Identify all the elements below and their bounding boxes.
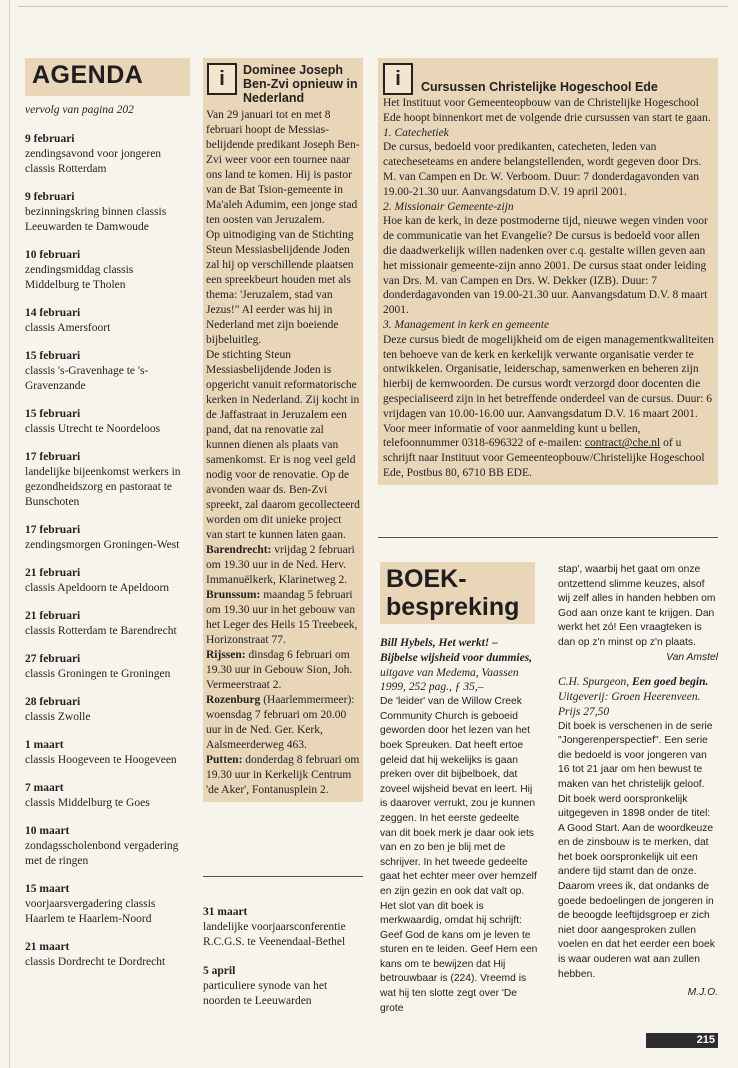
agenda-continued-note: vervolg van pagina 202 bbox=[25, 104, 134, 116]
event-description: classis Amersfoort bbox=[25, 322, 111, 334]
book1-title: Het werkt! – Bijbelse wijsheid voor dummies, bbox=[380, 637, 533, 664]
cursus-header bbox=[378, 58, 718, 95]
cursus-section-text: Deze cursus biedt de mogelijkheid om de eigen managementkwaliteiten ten behoeve van de kerk en kerkelijk verwante organisatie verder te ontwikkelen. Organisatie, leiderschap, samenwerken en beheren zijn hierbij de kernwoorden. De cursus wordt verzorgd door docenten die gespecialiseerd zijn in het betreffende onderdeel van de cursus. Duur: 6 vrijdagen van 10.00-16.00 uur. Aanvangsdatum D.V. 16 maart 2001. bbox=[383, 333, 714, 420]
agenda-heading-box bbox=[25, 58, 190, 96]
venue-details: donderdag 8 februari om 19.30 uur in Kerkelijk Centrum 'de Aker', Fontanusplein 2. bbox=[206, 754, 360, 796]
event-date: 31 maart bbox=[203, 906, 248, 918]
event-description: zendingsmorgen Groningen-West bbox=[25, 539, 180, 551]
event-date: 14 februari bbox=[25, 307, 81, 319]
venue-name: Rijssen: bbox=[206, 649, 246, 661]
agenda-event bbox=[25, 609, 190, 639]
event-description: zendingsmiddag classis Middelburg te Tholen bbox=[25, 264, 134, 291]
agenda-event bbox=[25, 566, 190, 596]
book2-heading bbox=[558, 675, 718, 719]
book1-heading bbox=[380, 636, 538, 695]
info-icon: i bbox=[207, 63, 237, 95]
event-date: 21 maart bbox=[25, 941, 70, 953]
agenda-event bbox=[25, 523, 190, 553]
agenda-list bbox=[25, 132, 190, 970]
cursus-contact bbox=[383, 422, 714, 481]
agenda-event bbox=[203, 905, 363, 950]
event-description: particuliere synode van het noorden te Leeuwarden bbox=[203, 980, 328, 1007]
venue-entry bbox=[206, 543, 360, 588]
agenda-event bbox=[25, 824, 190, 869]
agenda-column bbox=[25, 58, 190, 983]
book1-paragraph: De 'leider' van de Willow Creek Community Church is geboeid geworden door het lezen van het boek Spreuken. Dat heeft ertoe geleid dat hij wekelijks is gaan preken over dit bijbelboek, dat zoveel wijsheid bevat en leert. Hij is daarover verrukt, zou je kunnen zeggen. In het eerste gedeelte van dit boek merk je daar ook iets van en zo ben je blij met de schrijver. In het tweede gedeelte gaat het echter meer over hemzelf en zijn gezin en ook dat valt op. bbox=[380, 696, 537, 897]
event-date: 15 maart bbox=[25, 883, 70, 895]
dominee-header bbox=[203, 63, 363, 105]
event-date: 17 februari bbox=[25, 524, 81, 536]
dominee-title: Dominee Joseph Ben-Zvi opnieuw in Nederland bbox=[243, 63, 358, 105]
event-description: classis Utrecht te Noordeloos bbox=[25, 423, 161, 435]
event-description: voorjaarsvergadering classis Haarlem te Haarlem-Noord bbox=[25, 898, 156, 925]
book1-author: Bill Hybels, bbox=[380, 637, 436, 649]
agenda-title: AGENDA bbox=[32, 61, 144, 89]
venue-details: (Haarlemmermeer): woensdag 7 februari om 20.00 uur in de Ned. Ger. Kerk, Aalsmeerderweg 463. bbox=[206, 694, 355, 751]
book2-signature: M.J.O. bbox=[687, 987, 718, 999]
venue-entry bbox=[206, 693, 360, 753]
event-description: bezinningskring binnen classis Leeuwarden te Damwoude bbox=[25, 206, 167, 233]
dominee-body bbox=[203, 106, 363, 802]
venue-details: maandag 5 februari om 19.30 uur in het gebouw van het Leger des Heils 15 Treebeek, Horizonstraat 77. bbox=[206, 589, 358, 646]
event-description: classis Zwolle bbox=[25, 711, 91, 723]
cursus-section-text: De cursus, bedoeld voor predikanten, catecheten, leden van catecheseteams en andere belangstellenden, wordt gegeven door Drs. M. van Campen en Dr. W. Verboom. Duur: 7 donderdagavonden van 19.00-21.30 uur. Aanvangsdatum D.V. 19 april 2001. bbox=[383, 141, 702, 198]
cursus-info-box bbox=[378, 58, 718, 485]
agenda-event bbox=[25, 940, 190, 970]
event-description: classis Dordrecht te Dordrecht bbox=[25, 956, 166, 968]
agenda-event bbox=[25, 450, 190, 510]
agenda-event bbox=[25, 695, 190, 725]
column-divider bbox=[378, 537, 718, 538]
book2-author: C.H. Spurgeon, bbox=[558, 676, 630, 689]
agenda-event bbox=[25, 407, 190, 437]
event-date: 10 februari bbox=[25, 249, 81, 261]
book1-paragraph-continued: stap', waarbij het gaat om onze ontzettend slimme keuzes, alsof wij zelf alles in handen hebben om God aan onze kant te krijgen. Dan werkt het zó! Een vraagteken is dan op z'n minst op z'n plaats. bbox=[558, 564, 716, 648]
agenda-event bbox=[25, 738, 190, 768]
event-date: 17 februari bbox=[25, 451, 81, 463]
cursus-section-title: 3. Management in kerk en gemeente bbox=[383, 318, 550, 331]
book1-publisher: uitgave van Medema, Vaassen 1999, 252 pag., ƒ 35,– bbox=[380, 666, 519, 694]
venue-entry bbox=[206, 753, 360, 798]
event-date: 9 februari bbox=[25, 191, 75, 203]
dominee-paragraph: Van 29 januari tot en met 8 februari hoopt de Messias-belijdende predikant Joseph Ben-Zvi weer voor een tournee naar ons land te komen. Hij is pastor van de Bat Tsion-gemeente in Ma'aleh Adumim, een jonge stad ten oosten van Jeruzalem. bbox=[206, 109, 360, 226]
cursus-title: Cursussen Christelijke Hogeschool Ede bbox=[421, 80, 658, 94]
book1-paragraph: Het slot van dit boek is merkwaardig, omdat hij schrijft: Geef God de kans om je leven te sturen en te leiden. Geef Hem een kans om te bewijzen dat Hij betrouwbaar is (224). Vreemd is wat hij ten slotte zegt over 'De grote bbox=[380, 900, 538, 1014]
dominee-paragraph: Op uitnodiging van de Stichting Steun Messiasbelijdende Joden zal hij op verschillende plaatsen een spreekbeurt houden met als thema: 'Jeruzalem, stad van Jezus!" Al eerder was hij in Nederland met zijn boeiende bijbeluitleg. bbox=[206, 229, 354, 346]
event-date: 7 maart bbox=[25, 782, 64, 794]
agenda-event bbox=[25, 882, 190, 927]
dominee-info-box bbox=[203, 58, 363, 110]
event-date: 27 februari bbox=[25, 653, 81, 665]
event-description: zondagsscholenbond vergadering met de ringen bbox=[25, 840, 179, 867]
event-description: classis Hoogeveen te Hoogeveen bbox=[25, 754, 177, 766]
event-date: 5 april bbox=[203, 965, 236, 977]
contact-text: Voor meer informatie of voor aanmelding kunt u bellen, telefoonnummer 0318-696322 of e-mailen: bbox=[383, 422, 641, 450]
event-description: classis Apeldoorn te Apeldoorn bbox=[25, 582, 170, 594]
event-date: 9 februari bbox=[25, 133, 75, 145]
top-rule bbox=[18, 6, 728, 7]
binding-edge bbox=[9, 0, 10, 1068]
agenda-event bbox=[25, 781, 190, 811]
venue-entry bbox=[206, 648, 360, 693]
dominee-places bbox=[206, 543, 360, 798]
event-date: 15 februari bbox=[25, 408, 81, 420]
email-link[interactable]: contract@che.nl bbox=[584, 437, 661, 450]
page-number: 215 bbox=[696, 1034, 715, 1046]
agenda-event bbox=[203, 964, 363, 1009]
event-description: classis Middelburg te Goes bbox=[25, 797, 150, 809]
dominee-paragraph: De stichting Steun Messiasbelijdende Joden is opgericht vanuit reformatorische kerken in Nederland. Zij kocht in de Jaffastraat in Jeruzalem een pand, dat na renovatie zal kunnen dienen als plaats van samenkomst. Er is nog veel geld nodig voor de renovatie. Op de avonden waar ds. Ben-Zvi spreekt, zal daarom gecollecteerd worden om dit unieke project van start te kunnen laten gaan. bbox=[206, 349, 360, 541]
venue-details: vrijdag 2 februari om 19.30 uur in de Ned. Herv. Immanuëlkerk, Klarinetweg 2. bbox=[206, 544, 355, 586]
event-description: zendingsavond voor jongeren classis Rotterdam bbox=[25, 148, 162, 175]
cursus-intro: Het Instituut voor Gemeenteopbouw van de Christelijke Hogeschool Ede hoopt binnenkort met de volgende drie cursussen van start te gaan. bbox=[383, 97, 711, 124]
book2-paragraph: Dit boek is verschenen in de serie "Jongerenperspectief". Een serie die bedoeld is voor jongeren van 16 tot 21 jaar om hen bewust te maken van het christelijk geloof. Dit boek werd oorspronkelijk uitgegeven in 1898 onder de titel: A Good Start. Aan de woordkeuze en de zinsbouw is te merken, dat het boek oorspronkelijk uit een andere tijd stamt dan de onze. Daarom vrees ik, dat ondanks de goede bedoelingen de jongeren in de beoogde leeftijdsgroep er zich niet door aangesproken zullen voelen en dat het eerder een boek is waar ouderen wat aan zullen hebben. bbox=[558, 720, 715, 980]
event-date: 1 maart bbox=[25, 739, 64, 751]
agenda-event bbox=[25, 652, 190, 682]
event-description: classis Groningen te Groningen bbox=[25, 668, 171, 680]
agenda-event bbox=[25, 132, 190, 177]
info-icon: i bbox=[383, 63, 413, 95]
agenda-event bbox=[25, 349, 190, 394]
boek-heading-box bbox=[380, 562, 535, 624]
agenda-event bbox=[25, 306, 190, 336]
book1-signature: Van Amstel bbox=[666, 651, 718, 663]
cursus-section-title: 2. Missionair Gemeente-zijn bbox=[383, 200, 514, 213]
event-date: 28 februari bbox=[25, 696, 81, 708]
event-description: classis 's-Gravenhage te 's-Gravenzande bbox=[25, 365, 149, 392]
boek-title-line2: bespreking bbox=[386, 593, 520, 621]
agenda-event bbox=[25, 248, 190, 293]
event-date: 21 februari bbox=[25, 610, 81, 622]
book2-publisher: Uitgeverij: Groen Heerenveen. Prijs 27,50 bbox=[558, 690, 701, 718]
cursus-section-text: Hoe kan de kerk, in deze postmoderne tijd, nieuwe wegen vinden voor de communicatie van het Evangelie? De cursus is bedoeld voor allen die daadwerkelijk willen nadenken over c.q. gestalte willen geven aan het missionair gemeente-zijn anno 2001. De cursus staat onder leiding van Drs. M. van Campen en Drs. W. Dekker (IZB). Duur: 7 donderdagavonden van 19.00-21.30 uur. Aanvangsdatum D.V. 8 maart 2001. bbox=[383, 215, 708, 317]
event-date: 10 maart bbox=[25, 825, 70, 837]
venue-name: Rozenburg bbox=[206, 694, 261, 706]
venue-entry bbox=[206, 588, 360, 648]
boek-title-line1: BOEK- bbox=[386, 565, 467, 593]
cursus-body bbox=[378, 95, 718, 485]
book2-title: Een goed begin. bbox=[632, 676, 709, 689]
venue-name: Putten: bbox=[206, 754, 243, 766]
agenda-more-events bbox=[203, 905, 363, 1023]
boek-review-left bbox=[380, 636, 538, 1016]
venue-name: Brunssum: bbox=[206, 589, 261, 601]
venue-details: dinsdag 6 februari om 19.30 uur in Gebouw Sion, Joh. Vermeerstraat 2. bbox=[206, 649, 353, 691]
event-date: 21 februari bbox=[25, 567, 81, 579]
boek-review-right bbox=[558, 563, 718, 1001]
dominee-column bbox=[203, 58, 363, 802]
agenda-event bbox=[25, 190, 190, 235]
event-description: landelijke voorjaarsconferentie R.C.G.S. te Veenendaal-Bethel bbox=[203, 921, 346, 948]
venue-name: Barendrecht: bbox=[206, 544, 272, 556]
column-divider bbox=[203, 876, 363, 877]
contact-address: of u schrijft naar Instituut voor Gemeenteopbouw/Christelijke Hogeschool Ede, Postbus 80, 6710 BB EDE. bbox=[383, 437, 705, 479]
event-description: landelijke bijeenkomst werkers in gezondheidszorg en pastoraat te Bunschoten bbox=[25, 466, 181, 508]
event-date: 15 februari bbox=[25, 350, 81, 362]
event-description: classis Rotterdam te Barendrecht bbox=[25, 625, 177, 637]
cursus-section-title: 1. Catechetiek bbox=[383, 126, 449, 139]
